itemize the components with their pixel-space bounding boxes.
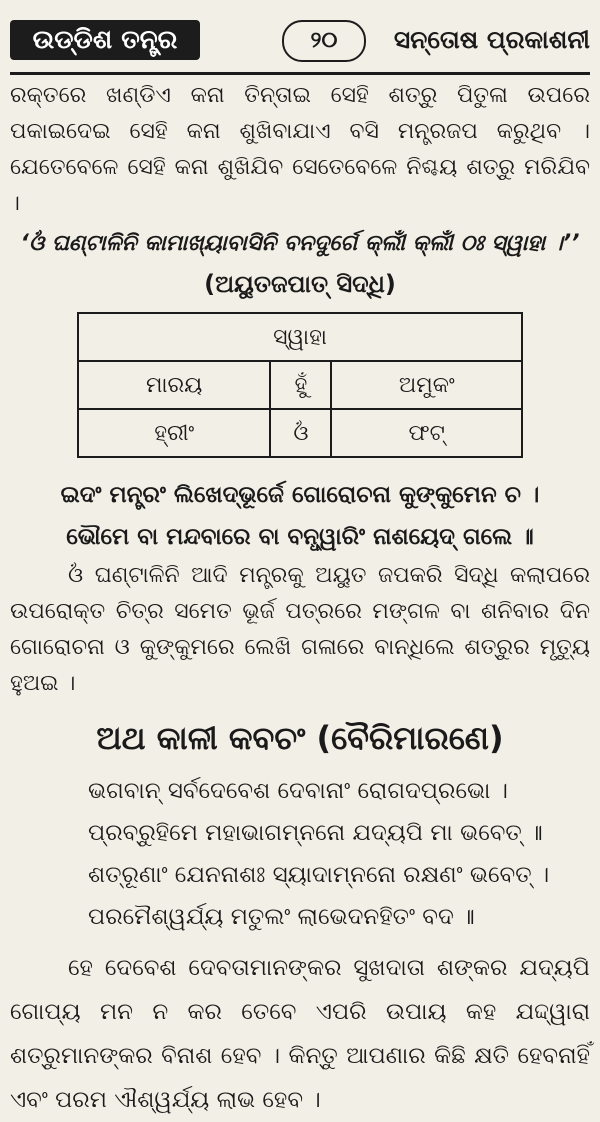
- publisher-name: ସନ୍ତୋଷ ପ୍ରକାଶନୀ: [393, 25, 590, 54]
- kavach-verse: ପରମୈଶ୍ୱର୍ଯ୍ୟ ମତୁଲଂ ଲାଭେଦନହିତଂ ବଦ ॥: [88, 904, 475, 930]
- book-title-badge: ଉଡ୍ଡିଶ ତନ୍ତ୍ର: [10, 20, 200, 60]
- siddhi-note: (ଅୟୁତଜପାତ୍ ସିଦ୍ଧି): [204, 270, 396, 298]
- explanation-paragraph: ଓଁ ଘଣ୍ଟାଳିନି ଆଦି ମନ୍ତ୍ରକୁ ଅୟୁତ ଜପକରି ସିଦ୍ଧି କଲାପରେ ଉପରୋକ୍ତ ଚିତ୍ର ସମେତ ଭୂର୍ଜ ପତ୍ରରେ ମଙ୍ଗଳ ବା ଶନିବାର ଦିନ ଗୋରୋଚନା ଓ କୁଙ୍କୁମରେ ଲେଖି ଗଳାରେ ବାନ୍ଧିଲେ ଶତ୍ରୁର ମୃତ୍ୟୁ ହୁଅଇ ।: [10, 563, 590, 696]
- page-content: [10, 78, 590, 1122]
- yantra-cell: ମାରୟ: [78, 361, 270, 409]
- yantra-cell: ହ୍ରୀଂ: [78, 409, 270, 457]
- kavach-verse: ଭଗବାନ୍ ସର୍ବଦେବେଶ ଦେବାନାଂ ରୋଗଦପ୍ରଭୋ ।: [88, 778, 508, 804]
- yantra-cell: ଅମୁକଂ: [331, 361, 522, 409]
- page-number: ୨୦: [282, 20, 366, 62]
- section-title: ଅଥ କାଳୀ କବଚଂ (ବୈରିମାରଣେ): [96, 719, 504, 757]
- intro-paragraph: ରକ୍ତରେ ଖଣ୍ଡିଏ କନା ତିନ୍ତାଇ ସେହି ଶତ୍ରୁ ପିତୁଳା ଉପରେ ପକାଇଦେଇ ସେହି କନା ଶୁଖିବାଯାଏ ବସି ମନ୍ତ୍ରଜପ କରୁଥିବ । ଯେତେବେଳେ ସେହି କନା ଶୁଖିଯିବ ସେତେବେଳେ ନିଶ୍ଚୟ ଶତ୍ରୁ ମରିଯିବ ।: [10, 83, 590, 216]
- yantra-cell: ଓଁ: [270, 409, 331, 457]
- yantra-row: [78, 361, 522, 409]
- closing-paragraph: ହେ ଦେବେଶ ଦେବତାମାନଙ୍କର ସୁଖଦାତା ଶଙ୍କର ଯଦ୍ୟପି ଗୋପ୍ୟ ମନ ନ କର ତେବେ ଏପରି ଉପାୟ କହ ଯଦ୍ଦ୍ୱାରା ଶତ୍ରୁମାନଙ୍କର ବିନାଶ ହେବ । କିନ୍ତୁ ଆପଣାର କିଛି କ୍ଷତି ହେବନାହିଁ ଏବଂ ପରମ ଐଶ୍ୱର୍ଯ୍ୟ ଲାଭ ହେବ ।: [10, 955, 590, 1113]
- page-header: [10, 18, 590, 66]
- yantra-cell: ଫଟ୍: [331, 409, 522, 457]
- yantra-cell: ହୁଁ: [270, 361, 331, 409]
- kavach-verse: ପ୍ରବ୍ରୁହିମେ ମହାଭାଗମ୍ନନୋ ଯଦ୍ୟପି ମା ଭବେତ୍ ॥: [88, 820, 543, 846]
- verse-line: ଇଦଂ ମନ୍ତ୍ରଂ ଲିଖେଦ୍‌ଭୂର୍ଜେ ଗୋରୋଚନା କୁଙ୍କୁମେନ ଚ ।: [60, 482, 540, 508]
- kavach-verse: ଶତ୍ରୂଣାଂ ଯେନନାଶଃ ସ୍ୟାଦାମ୍ନନୋ ରକ୍ଷଣଂ ଭବେତ୍ ।: [88, 862, 550, 888]
- verse-line: ଭୌମେ ବା ମନ୍ଦବାରେ ବା ବନ୍ଧ୍ୱାରିଂ ନାଶୟେଦ୍ ଗଲେ ॥: [66, 524, 534, 550]
- mantra-line: ‘ଓଁ ଘଣ୍ଟାଳିନି କାମାଖ୍ୟାବାସିନି ବନଦୁର୍ଗେ କ୍ଲୀଁ କ୍ଲୀଁ ଠଃ ସ୍ୱାହା ।’’: [20, 231, 580, 256]
- yantra-table: [77, 312, 523, 458]
- header-divider: [10, 72, 590, 75]
- yantra-row: [78, 409, 522, 457]
- yantra-top-row: [78, 313, 522, 361]
- yantra-cell: ସ୍ୱାହା: [78, 313, 522, 361]
